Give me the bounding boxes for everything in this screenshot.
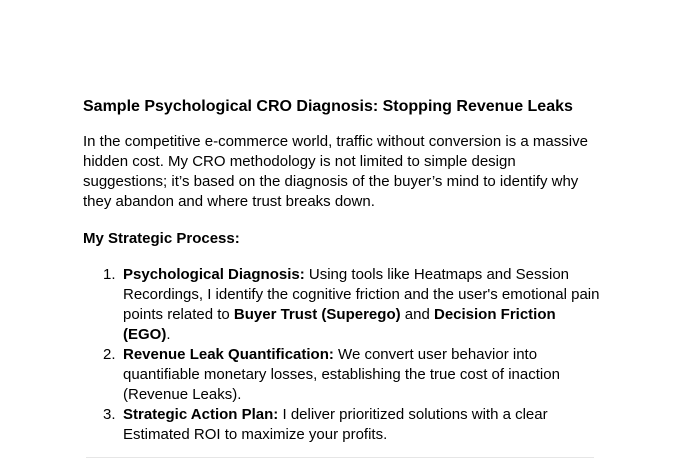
document-title: Sample Psychological CRO Diagnosis: Stopping Revenue Leaks [83, 98, 573, 115]
step-title: Revenue Leak Quantification: [123, 346, 334, 363]
step-bold-term: Decision Friction (EGO) [123, 306, 556, 343]
list-item [83, 345, 603, 405]
intro-paragraph: In the competitive e-commerce world, traffic without conversion is a massive hidden cost. My CRO methodology is not limited to simple design suggestions; it’s based on the diagnosis of the buyer’s mind to identify why they abandon and where trust breaks down. [83, 133, 588, 210]
step-text: We convert user behavior into quantifiable monetary losses, establishing the true cost of inaction (Revenue Leaks). [123, 346, 560, 403]
step-text: and [400, 306, 434, 323]
step-title: Strategic Action Plan: [123, 406, 279, 423]
step-title: Psychological Diagnosis: [123, 266, 305, 283]
process-steps-list [83, 265, 643, 445]
step-text: I deliver prioritized solutions with a clear Estimated ROI to maximize your profits. [123, 406, 548, 443]
step-bold-term: Buyer Trust (Superego) [233, 306, 401, 323]
step-text: Using tools like Heatmaps and Session Recordings, I identify the cognitive friction and the user's emotional pain points related to [123, 266, 600, 323]
list-item-number: 3. [103, 406, 116, 423]
process-heading: My Strategic Process: [83, 230, 240, 247]
list-item-number: 2. [103, 346, 116, 363]
list-item-number: 1. [103, 266, 116, 283]
list-item [83, 405, 603, 445]
page-divider [86, 457, 594, 458]
document-body [83, 97, 643, 445]
list-item [83, 265, 603, 345]
step-text: . [166, 326, 171, 343]
